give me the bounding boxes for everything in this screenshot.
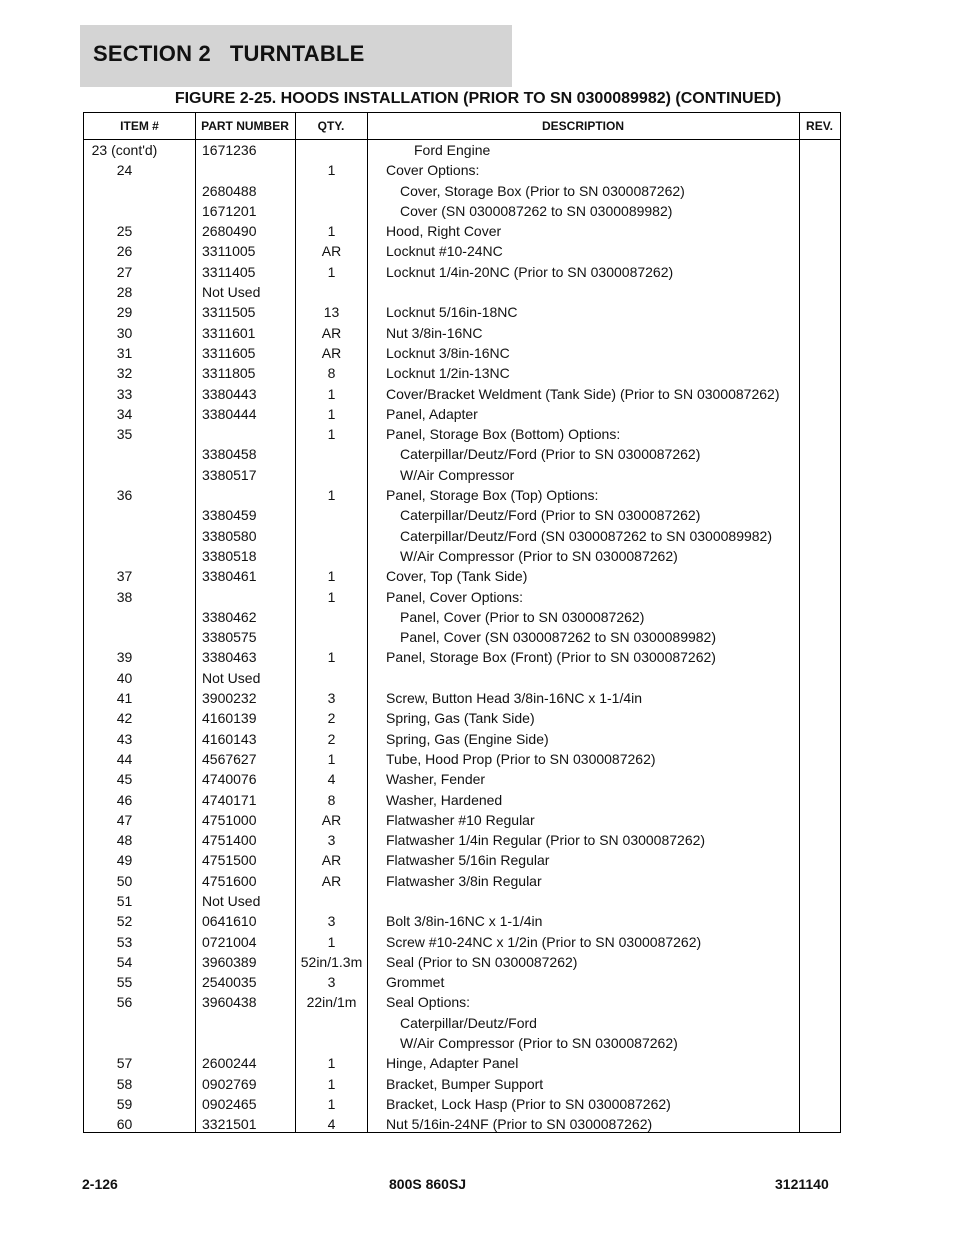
table-row	[84, 140, 840, 160]
description-cell: Seal (Prior to SN 0300087262)	[386, 953, 578, 970]
table-row	[84, 911, 840, 931]
part-number-cell: 4751400	[202, 832, 257, 849]
description-cell: Bracket, Bumper Support	[386, 1075, 544, 1092]
item-cell: 33	[116, 385, 133, 402]
table-row	[84, 363, 840, 383]
table-row	[84, 465, 840, 485]
part-number-cell: 0721004	[202, 933, 257, 950]
table-row	[84, 1074, 840, 1094]
description-cell: Spring, Gas (Engine Side)	[386, 730, 549, 747]
item-cell: 36	[116, 487, 133, 504]
item-cell: 59	[116, 1095, 133, 1112]
qty-cell: 2	[327, 710, 336, 727]
table-row	[84, 932, 840, 952]
table-row	[84, 221, 840, 241]
description-cell: Panel, Cover (SN 0300087262 to SN 0300089982)	[400, 629, 716, 646]
description-cell: Cover (SN 0300087262 to SN 0300089982)	[400, 202, 673, 219]
item-cell: 48	[116, 832, 133, 849]
table-row	[84, 729, 840, 749]
part-number-cell: 3380518	[202, 547, 257, 564]
qty-cell: AR	[321, 872, 342, 889]
description-cell: Locknut 5/16in-18NC	[386, 304, 518, 321]
item-cell: 30	[116, 324, 133, 341]
page-number: 2-126	[82, 1176, 118, 1192]
table-row	[84, 282, 840, 302]
table-row	[84, 769, 840, 789]
figure-title: FIGURE 2-25. HOODS INSTALLATION (PRIOR TO SN 0300089982) (CONTINUED)	[174, 90, 782, 107]
table-row	[84, 444, 840, 464]
item-cell: 23 (cont'd)	[91, 142, 158, 158]
item-cell: 38	[116, 588, 133, 605]
table-row	[84, 871, 840, 891]
part-number-cell: Not Used	[202, 284, 261, 301]
description-cell: W/Air Compressor (Prior to SN 0300087262)	[400, 1035, 678, 1052]
table-row	[84, 1114, 840, 1134]
table-row	[84, 262, 840, 282]
description-cell: Screw, Button Head 3/8in-16NC x 1-1/4in	[386, 690, 643, 707]
parts-table	[83, 112, 841, 1133]
table-row	[84, 485, 840, 505]
table-row	[84, 181, 840, 201]
qty-cell: 1	[327, 1055, 336, 1072]
part-number-cell: 3311405	[202, 263, 256, 280]
part-number-cell: 3380575	[202, 629, 257, 646]
header-description: DESCRIPTION	[541, 119, 624, 133]
qty-cell: 3	[327, 974, 336, 991]
qty-cell: 1	[327, 263, 336, 280]
item-cell: 55	[116, 974, 133, 991]
table-row	[84, 790, 840, 810]
item-cell: 41	[116, 690, 133, 707]
part-number-cell: Not Used	[202, 892, 261, 909]
description-cell: Panel, Storage Box (Front) (Prior to SN 0300087262)	[386, 649, 716, 666]
description-cell: Spring, Gas (Tank Side)	[386, 710, 535, 727]
part-number-cell: 3380580	[202, 527, 257, 544]
qty-cell: 1	[327, 568, 336, 585]
part-number-cell: 3380462	[202, 608, 257, 625]
item-cell: 60	[116, 1116, 133, 1133]
part-number-cell: 3311601	[202, 324, 256, 341]
item-cell: 32	[116, 365, 133, 382]
qty-cell: 1	[327, 426, 336, 443]
table-row	[84, 587, 840, 607]
description-cell: Seal Options:	[386, 994, 471, 1011]
table-row	[84, 241, 840, 261]
item-cell: 39	[116, 649, 133, 666]
item-cell: 49	[116, 852, 133, 869]
table-row	[84, 647, 840, 667]
part-number-cell: 2680490	[202, 223, 257, 240]
qty-cell: 1	[327, 933, 336, 950]
description-cell: Flatwasher 5/16in Regular	[386, 852, 550, 869]
description-cell: Panel, Cover (Prior to SN 0300087262)	[400, 608, 645, 625]
part-number-cell: 4160139	[202, 710, 257, 727]
item-cell: 28	[116, 284, 133, 301]
item-cell: 47	[116, 811, 133, 828]
qty-cell: 1	[327, 162, 336, 179]
description-cell: Hinge, Adapter Panel	[386, 1055, 519, 1072]
qty-cell: AR	[321, 243, 342, 260]
item-cell: 46	[116, 791, 133, 808]
part-number-cell: 3311505	[202, 304, 256, 321]
part-number-cell: 0641610	[202, 913, 257, 930]
description-cell: Cover Options:	[386, 162, 480, 179]
description-cell: Ford Engine	[414, 142, 491, 158]
table-row	[84, 952, 840, 972]
table-row	[84, 160, 840, 180]
part-number-cell: 3380517	[202, 466, 257, 483]
description-cell: Locknut 1/4in-20NC (Prior to SN 0300087262)	[386, 263, 674, 280]
qty-cell: 1	[327, 405, 336, 422]
description-cell: Hood, Right Cover	[386, 223, 502, 240]
part-number-cell: 4751600	[202, 872, 257, 889]
part-number-cell: 4160143	[202, 730, 257, 747]
table-row	[84, 992, 840, 1012]
part-number-cell: 3380443	[202, 385, 257, 402]
item-cell: 50	[116, 872, 133, 889]
table-row	[84, 526, 840, 546]
qty-cell: 1	[327, 487, 336, 504]
part-number-cell: 3321501	[202, 1116, 257, 1133]
description-cell: Nut 5/16in-24NF (Prior to SN 0300087262)	[386, 1116, 653, 1133]
table-row	[84, 607, 840, 627]
item-cell: 27	[116, 263, 133, 280]
description-cell: Flatwasher #10 Regular	[386, 811, 535, 828]
description-cell: Bracket, Lock Hasp (Prior to SN 0300087262)	[386, 1095, 671, 1112]
qty-cell: 3	[327, 913, 336, 930]
qty-cell: AR	[321, 344, 342, 361]
part-number-cell: 4751000	[202, 811, 257, 828]
table-row	[84, 566, 840, 586]
description-cell: Washer, Fender	[386, 771, 486, 788]
item-cell: 37	[116, 568, 133, 585]
part-number-cell: 4740076	[202, 771, 257, 788]
part-number-cell: 4567627	[202, 750, 257, 767]
table-row	[84, 505, 840, 525]
qty-cell: AR	[321, 811, 342, 828]
qty-cell: 1	[327, 649, 336, 666]
part-number-cell: 0902465	[202, 1095, 257, 1112]
part-number-cell: 3380459	[202, 507, 257, 524]
section-title: SECTION 2 TURNTABLE	[93, 41, 365, 66]
header-part-number: PART NUMBER	[201, 119, 289, 133]
qty-cell: 22in/1m	[306, 994, 357, 1011]
description-cell: W/Air Compressor (Prior to SN 0300087262)	[400, 547, 678, 564]
item-cell: 58	[116, 1075, 133, 1092]
table-row	[84, 302, 840, 322]
description-cell: Locknut 3/8in-16NC	[386, 344, 510, 361]
table-row	[84, 1013, 840, 1033]
part-number-cell: 3380461	[202, 568, 257, 585]
part-number-cell: 3900232	[202, 690, 257, 707]
part-number-cell: 1671236	[202, 142, 257, 158]
part-number-cell: 3960438	[202, 994, 257, 1011]
qty-cell: AR	[321, 324, 342, 341]
item-cell: 29	[116, 304, 133, 321]
qty-cell: 1	[327, 588, 336, 605]
table-row	[84, 323, 840, 343]
qty-cell: 1	[327, 223, 336, 240]
part-number-cell: 1671201	[202, 202, 257, 219]
part-number-cell: 3380444	[202, 405, 257, 422]
description-cell: Caterpillar/Deutz/Ford (Prior to SN 0300087262)	[400, 507, 701, 524]
table-row	[84, 404, 840, 424]
part-number-cell: 0902769	[202, 1075, 257, 1092]
item-cell: 51	[116, 892, 133, 909]
description-cell: Caterpillar/Deutz/Ford	[400, 1014, 537, 1031]
qty-cell: 2	[327, 730, 336, 747]
qty-cell: 3	[327, 832, 336, 849]
description-cell: Panel, Storage Box (Top) Options:	[386, 487, 599, 504]
item-cell: 31	[116, 344, 133, 361]
description-cell: Panel, Adapter	[386, 405, 478, 422]
part-number-cell: 3960389	[202, 953, 257, 970]
part-number-cell: 3380458	[202, 446, 257, 463]
description-cell: Locknut 1/2in-13NC	[386, 365, 510, 382]
description-cell: Cover, Storage Box (Prior to SN 0300087262)	[400, 182, 685, 199]
header-qty: QTY.	[317, 119, 345, 133]
table-row	[84, 972, 840, 992]
table-row	[84, 708, 840, 728]
part-number-cell: 2600244	[202, 1055, 257, 1072]
item-cell: 53	[116, 933, 133, 950]
part-number-cell: 3380463	[202, 649, 257, 666]
table-row	[84, 627, 840, 647]
table-row	[84, 1094, 840, 1114]
description-cell: Locknut #10-24NC	[386, 243, 503, 260]
description-cell: Washer, Hardened	[386, 791, 503, 808]
item-cell: 56	[116, 994, 133, 1011]
model-label: 800S 860SJ	[389, 1176, 467, 1192]
description-cell: Cover, Top (Tank Side)	[386, 568, 528, 585]
part-number-cell: 4740171	[202, 791, 257, 808]
qty-cell: 1	[327, 1095, 336, 1112]
item-cell: 45	[116, 771, 133, 788]
description-cell: Screw #10-24NC x 1/2in (Prior to SN 0300087262)	[386, 933, 702, 950]
table-row	[84, 688, 840, 708]
table-row	[84, 424, 840, 444]
description-cell: Flatwasher 3/8in Regular	[386, 872, 542, 889]
section-banner	[80, 25, 512, 87]
item-cell: 43	[116, 730, 133, 747]
item-cell: 24	[116, 162, 133, 179]
table-row	[84, 891, 840, 911]
table-row	[84, 1033, 840, 1053]
item-cell: 35	[116, 426, 133, 443]
qty-cell: 3	[327, 690, 336, 707]
description-cell: Bolt 3/8in-16NC x 1-1/4in	[386, 913, 543, 930]
qty-cell: 1	[327, 750, 336, 767]
description-cell: Cover/Bracket Weldment (Tank Side) (Prior to SN 0300087262)	[386, 385, 780, 402]
part-number-cell: 3311005	[202, 243, 256, 260]
part-number-cell: 3311805	[202, 365, 256, 382]
description-cell: Flatwasher 1/4in Regular (Prior to SN 0300087262)	[386, 832, 706, 849]
qty-cell: 8	[327, 365, 336, 382]
qty-cell: 13	[323, 304, 340, 321]
table-row	[84, 749, 840, 769]
item-cell: 42	[116, 710, 133, 727]
qty-cell: 4	[327, 1116, 336, 1133]
item-cell: 54	[116, 953, 133, 970]
qty-cell: 1	[327, 1075, 336, 1092]
item-cell: 57	[116, 1055, 133, 1072]
header-item: ITEM #	[120, 119, 159, 133]
description-cell: Nut 3/8in-16NC	[386, 324, 483, 341]
item-cell: 40	[116, 669, 133, 686]
table-row	[84, 546, 840, 566]
qty-cell: 8	[327, 791, 336, 808]
part-number-cell: 4751500	[202, 852, 257, 869]
description-cell: W/Air Compressor	[400, 466, 515, 483]
part-number-cell: Not Used	[202, 669, 261, 686]
item-cell: 26	[116, 243, 133, 260]
qty-cell: 4	[327, 771, 336, 788]
description-cell: Grommet	[386, 974, 445, 991]
part-number-cell: 2680488	[202, 182, 257, 199]
description-cell: Tube, Hood Prop (Prior to SN 0300087262)	[386, 750, 656, 767]
table-row	[84, 668, 840, 688]
description-cell: Panel, Cover Options:	[386, 588, 523, 605]
item-cell: 34	[116, 405, 133, 422]
table-row	[84, 850, 840, 870]
description-cell: Caterpillar/Deutz/Ford (Prior to SN 0300087262)	[400, 446, 701, 463]
qty-cell: 52in/1.3m	[300, 953, 363, 970]
part-number-cell: 3311605	[202, 344, 256, 361]
description-cell: Panel, Storage Box (Bottom) Options:	[386, 426, 621, 443]
item-cell: 44	[116, 750, 133, 767]
description-cell: Caterpillar/Deutz/Ford (SN 0300087262 to SN 0300089982)	[400, 527, 773, 544]
table-row	[84, 830, 840, 850]
item-cell: 52	[116, 913, 133, 930]
part-number-cell: 2540035	[202, 974, 257, 991]
table-row	[84, 810, 840, 830]
table-body	[84, 140, 840, 1135]
qty-cell: 1	[327, 385, 336, 402]
header-rev: REV.	[806, 119, 833, 133]
doc-number: 3121140	[775, 1176, 829, 1192]
table-row	[84, 384, 840, 404]
table-row	[84, 343, 840, 363]
table-row	[84, 1053, 840, 1073]
qty-cell: AR	[321, 852, 342, 869]
table-row	[84, 201, 840, 221]
item-cell: 25	[116, 223, 133, 240]
